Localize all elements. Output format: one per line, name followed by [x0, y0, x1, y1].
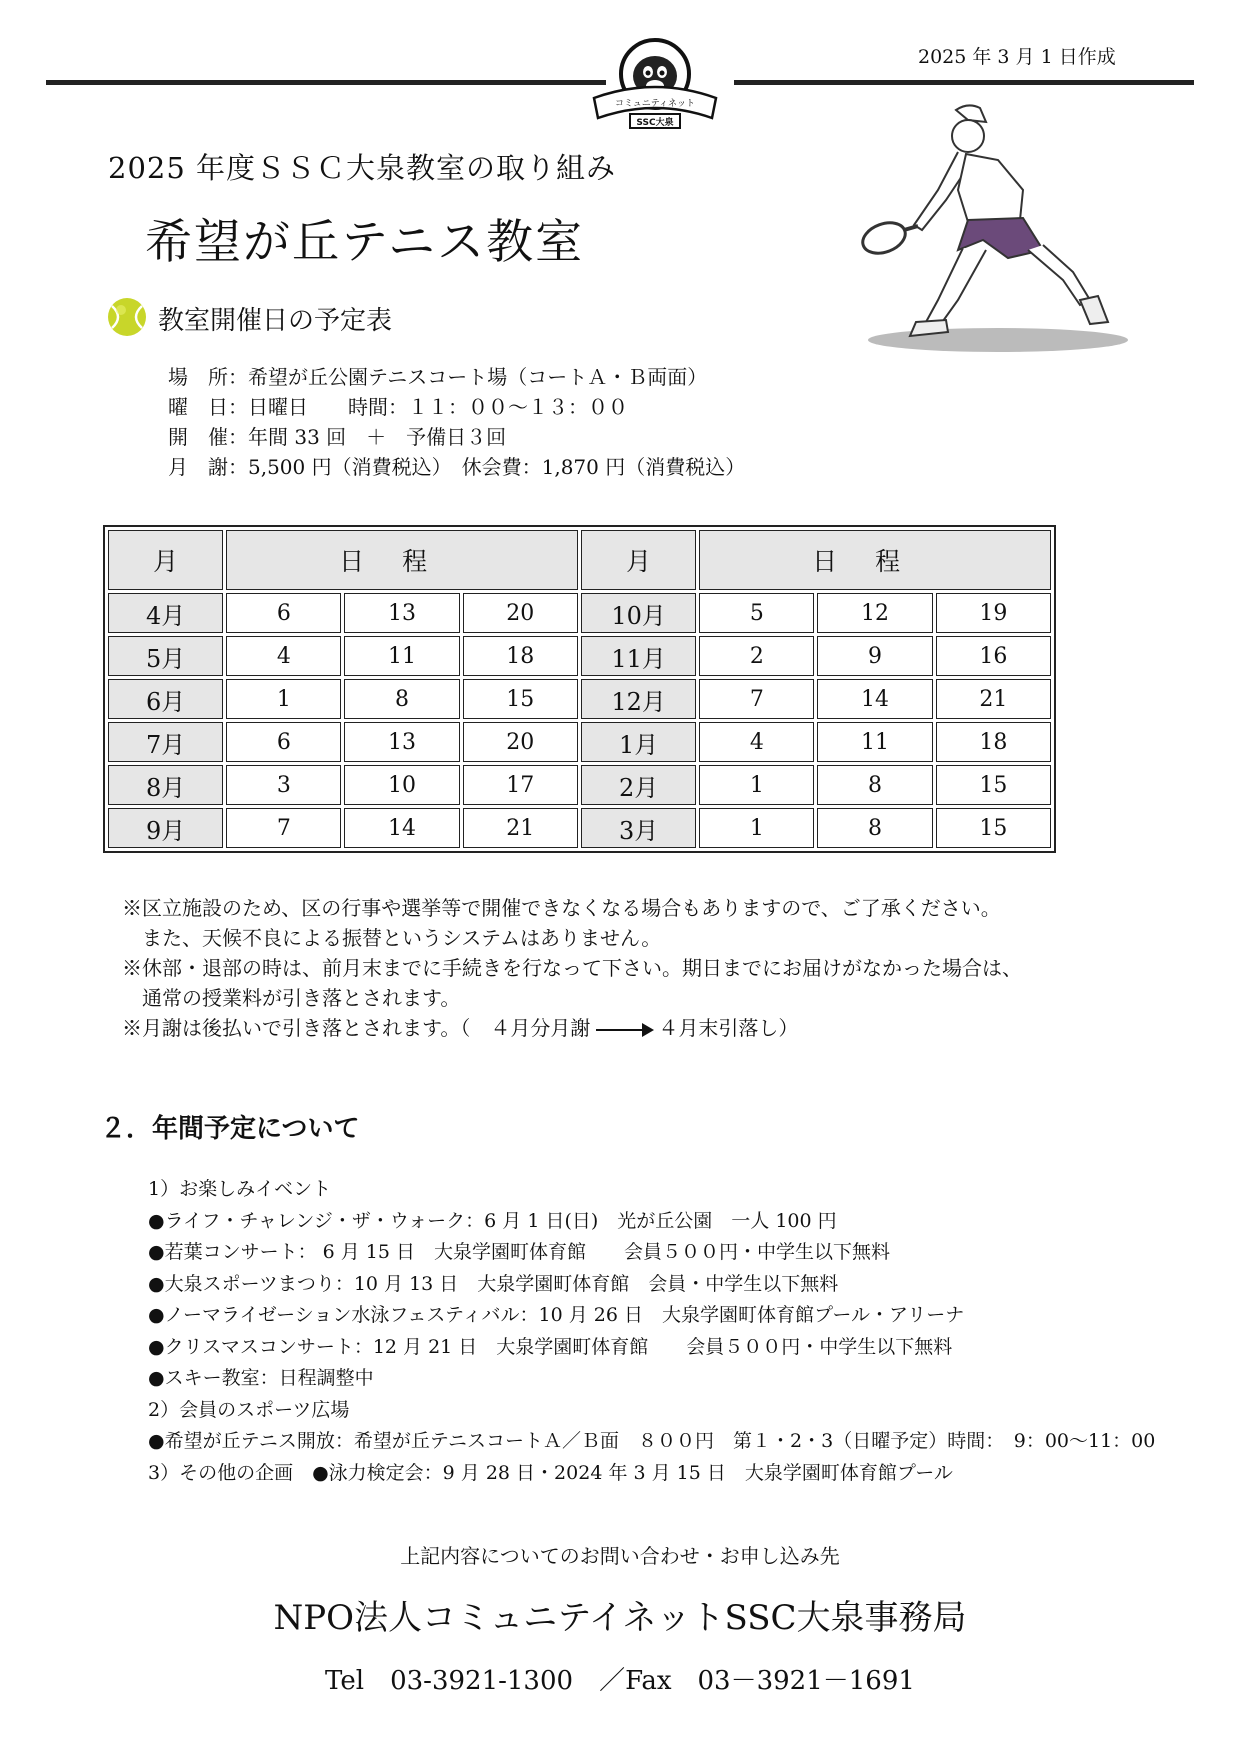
- table-row: [108, 636, 1051, 676]
- day-cell: 15: [936, 808, 1051, 848]
- contact-phone-fax: Tel 03-3921-1300 ／Fax 03－3921－1691: [325, 1666, 915, 1696]
- table-row: [108, 765, 1051, 805]
- day-cell: 18: [936, 722, 1051, 762]
- event-line: ●スキー教室：日程調整中: [148, 1367, 374, 1389]
- header-rule-left: [46, 80, 606, 85]
- month-cell: 1月: [581, 722, 696, 762]
- header-month-right: 月: [581, 530, 696, 590]
- event-line: ●若葉コンサート： 6 月 15 日 大泉学園町体育館 会員５００円・中学生以下無料: [148, 1241, 891, 1263]
- right-arrow-icon: [596, 1029, 652, 1031]
- event-line: ●大泉スポーツまつり：10 月 13 日 大泉学園町体育館 会員・中学生以下無料: [148, 1272, 839, 1295]
- day-cell: 9: [817, 636, 932, 676]
- day-cell: 11: [344, 636, 459, 676]
- schedule-table: [103, 525, 1056, 853]
- month-cell: 11月: [581, 636, 696, 676]
- tennis-player-illustration: [818, 100, 1138, 360]
- note-payment-result: ４月末引落し）: [658, 1016, 799, 1040]
- created-date: 2025 年 3 月 1 日作成: [918, 46, 1116, 68]
- day-cell: 1: [226, 679, 341, 719]
- day-cell: 17: [463, 765, 578, 805]
- month-cell: 4月: [108, 593, 223, 633]
- header-schedule-left: 日程: [226, 530, 578, 590]
- event-line: 1）お楽しみイベント: [148, 1178, 332, 1200]
- day-cell: 15: [936, 765, 1051, 805]
- day-cell: 6: [226, 593, 341, 633]
- event-line: ●クリスマスコンサート：12 月 21 日 大泉学園町体育館 会員５００円・中学生以下無料: [148, 1335, 953, 1358]
- day-cell: 3: [226, 765, 341, 805]
- annual-events: [148, 1174, 1155, 1489]
- organization-name: NPO法人コミュニテイネットSSC大泉事務局: [273, 1598, 967, 1638]
- table-row: [108, 679, 1051, 719]
- day-cell: 5: [699, 593, 814, 633]
- day-cell: 14: [817, 679, 932, 719]
- day-cell: 13: [344, 593, 459, 633]
- day-cell: 8: [817, 765, 932, 805]
- page-title: 希望が丘テニス教室: [145, 215, 585, 270]
- day-cell: 13: [344, 722, 459, 762]
- day-cell: 20: [463, 722, 578, 762]
- day-cell: 16: [936, 636, 1051, 676]
- day-cell: 1: [699, 765, 814, 805]
- table-row: [108, 808, 1051, 848]
- event-line: ●ライフ・チャレンジ・ザ・ウォーク：6 月 1 日(日) 光が丘公園 一人 100 円: [148, 1209, 837, 1232]
- info-location: 場 所：希望が丘公園テニスコート場（コートＡ・Ｂ両面）: [168, 365, 708, 389]
- tennis-ball-icon: [106, 296, 148, 338]
- ssc-logo: [590, 36, 720, 132]
- note-line: また、天候不良による振替というシステムはありません。: [122, 926, 662, 950]
- table-row: [108, 722, 1051, 762]
- note-line: 通常の授業料が引き落とされます。: [122, 986, 461, 1010]
- day-cell: 10: [344, 765, 459, 805]
- day-cell: 7: [699, 679, 814, 719]
- month-cell: 8月: [108, 765, 223, 805]
- contact-note: 上記内容についてのお問い合わせ・お申し込み先: [400, 1544, 840, 1568]
- day-cell: 12: [817, 593, 932, 633]
- table-row: [108, 593, 1051, 633]
- logo-text-top: コミュニティネット: [614, 99, 696, 109]
- day-cell: 11: [817, 722, 932, 762]
- logo-text-bottom: SSC大泉: [636, 118, 674, 128]
- table-header-row: [108, 530, 1051, 590]
- note-payment-text: ※月謝は後払いで引き落とされます。（ ４月分月謝: [122, 1016, 591, 1040]
- day-cell: 7: [226, 808, 341, 848]
- month-cell: 5月: [108, 636, 223, 676]
- month-cell: 9月: [108, 808, 223, 848]
- notes: [122, 893, 1022, 1043]
- month-cell: 6月: [108, 679, 223, 719]
- month-cell: 2月: [581, 765, 696, 805]
- day-cell: 18: [463, 636, 578, 676]
- day-cell: 1: [699, 808, 814, 848]
- note-line: ※休部・退部の時は、前月末までに手続きを行なって下さい。期日までにお届けがなかった場合は、: [122, 956, 1022, 980]
- event-line: ●希望が丘テニス開放：希望が丘テニスコートＡ／Ｂ面 ８００円 第１・2・3（日曜予定）時間： 9：00～11：00: [148, 1430, 1156, 1452]
- day-cell: 4: [699, 722, 814, 762]
- header-rule-right: [734, 80, 1194, 85]
- day-cell: 8: [344, 679, 459, 719]
- month-cell: 10月: [581, 593, 696, 633]
- header-month-left: 月: [108, 530, 223, 590]
- day-cell: 20: [463, 593, 578, 633]
- program-subtitle: 2025 年度ＳＳＣ大泉教室の取り組み: [108, 151, 617, 185]
- day-cell: 14: [344, 808, 459, 848]
- event-line: 3）その他の企画 ●泳力検定会：9 月 28 日・2024 年 3 月 15 日 大泉学園町体育館プール: [148, 1461, 953, 1484]
- info-fees: 月 謝：5,500 円（消費税込） 休会費：1,870 円（消費税込）: [168, 455, 746, 479]
- event-line: 2）会員のスポーツ広場: [148, 1398, 350, 1421]
- month-cell: 3月: [581, 808, 696, 848]
- day-cell: 6: [226, 722, 341, 762]
- class-info: [168, 362, 745, 482]
- note-line: ※区立施設のため、区の行事や選挙等で開催できなくなる場合もありますので、ご了承ください。: [122, 896, 1001, 920]
- schedule-heading: 教室開催日の予定表: [158, 306, 393, 336]
- section2-heading: ２．年間予定について: [100, 1114, 360, 1144]
- info-sessions: 開 催：年間 33 回 ＋ 予備日３回: [168, 425, 507, 449]
- day-cell: 4: [226, 636, 341, 676]
- month-cell: 12月: [581, 679, 696, 719]
- note-line-payment: [122, 1013, 1022, 1043]
- day-cell: 2: [699, 636, 814, 676]
- day-cell: 21: [936, 679, 1051, 719]
- day-cell: 15: [463, 679, 578, 719]
- event-line: ●ノーマライゼーション水泳フェスティバル：10 月 26 日 大泉学園町体育館プール・アリーナ: [148, 1304, 965, 1326]
- info-day-time: 曜 日：日曜日 時間：１１：００～１３：００: [168, 395, 628, 419]
- day-cell: 8: [817, 808, 932, 848]
- day-cell: 21: [463, 808, 578, 848]
- day-cell: 19: [936, 593, 1051, 633]
- month-cell: 7月: [108, 722, 223, 762]
- header-schedule-right: 日程: [699, 530, 1051, 590]
